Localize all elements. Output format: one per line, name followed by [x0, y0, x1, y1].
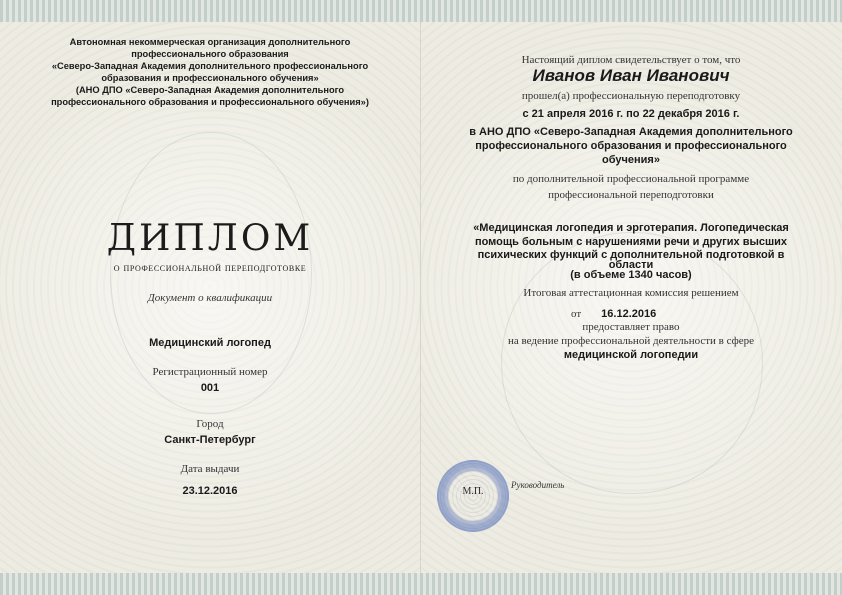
professional-field: медицинской логопедии	[563, 349, 699, 361]
training-org-line: профессионального образования и профессионального	[475, 140, 787, 152]
training-organization	[441, 125, 821, 167]
city-value: Санкт-Петербург	[164, 434, 256, 446]
org-line: «Северо-Западная Академия дополнительного профессионального	[51, 61, 369, 71]
diploma-subtitle: о профессиональной переподготовке	[113, 262, 307, 274]
org-line: образования и профессионального обучения»	[101, 73, 319, 83]
issue-date-label: Дата выдачи	[180, 463, 240, 475]
bottom-guilloche-border	[0, 573, 842, 595]
activity-text: на ведение профессиональной деятельности в сфере	[507, 335, 755, 347]
diploma-title: ДИПЛОМ	[106, 218, 314, 259]
document-caption: Документ о квалификации	[147, 292, 273, 304]
issuer-organization	[20, 36, 400, 108]
study-period: с 21 апреля 2016 г. по 22 декабря 2016 г.	[522, 108, 740, 120]
commission-text: Итоговая аттестационная комиссия решением	[523, 287, 739, 299]
org-line: профессионального образования и профессионального обучения»)	[51, 97, 369, 107]
training-org-line: в АНО ДПО «Северо-Западная Академия дополнительного	[469, 126, 793, 138]
qualification-value: Медицинский логопед	[149, 337, 271, 349]
program-title-line: области	[608, 258, 654, 271]
city-label: Город	[196, 418, 224, 430]
grants-text: предоставляет право	[582, 321, 680, 333]
program-label-line: профессиональной переподготовки	[548, 189, 714, 201]
registration-number: 001	[200, 382, 220, 394]
issue-date: 23.12.2016	[182, 485, 238, 497]
program-hours: (в объеме 1340 часов)	[570, 269, 692, 281]
org-line: (АНО ДПО «Северо-Западная Академия дополнительного	[75, 85, 345, 95]
registration-number-label: Регистрационный номер	[152, 366, 268, 378]
program-label	[451, 171, 811, 203]
decision-date: 16.12.2016	[601, 308, 657, 320]
org-line: профессионального образования	[131, 49, 289, 59]
program-title-line: помощь больным с нарушениями речи и других высших	[474, 235, 788, 248]
program-title-line: «Медицинская логопедия и эрготерапия. Логопедическая	[473, 222, 789, 234]
program-title	[441, 222, 821, 272]
signatory-label: Руководитель	[511, 480, 565, 490]
seal-place-text: М.П.	[462, 486, 484, 497]
training-org-line: обучения»	[602, 154, 660, 166]
official-seal	[437, 460, 509, 532]
program-title-line: психических функций с дополнительной подготовкой в	[477, 249, 785, 261]
graduate-name: Иванов Иван Иванович	[532, 66, 730, 85]
program-label-line: по дополнительной профессиональной программе	[512, 173, 750, 185]
passed-text: прошел(а) профессиональную переподготовку	[521, 90, 741, 102]
from-label: от	[571, 308, 582, 320]
left-page	[0, 22, 420, 573]
org-line: Автономная некоммерческая организация дополнительного	[69, 37, 351, 47]
certifies-text: Настоящий диплом свидетельствует о том, что	[521, 54, 741, 66]
decision-date-row	[571, 304, 771, 322]
top-guilloche-border	[0, 0, 842, 22]
